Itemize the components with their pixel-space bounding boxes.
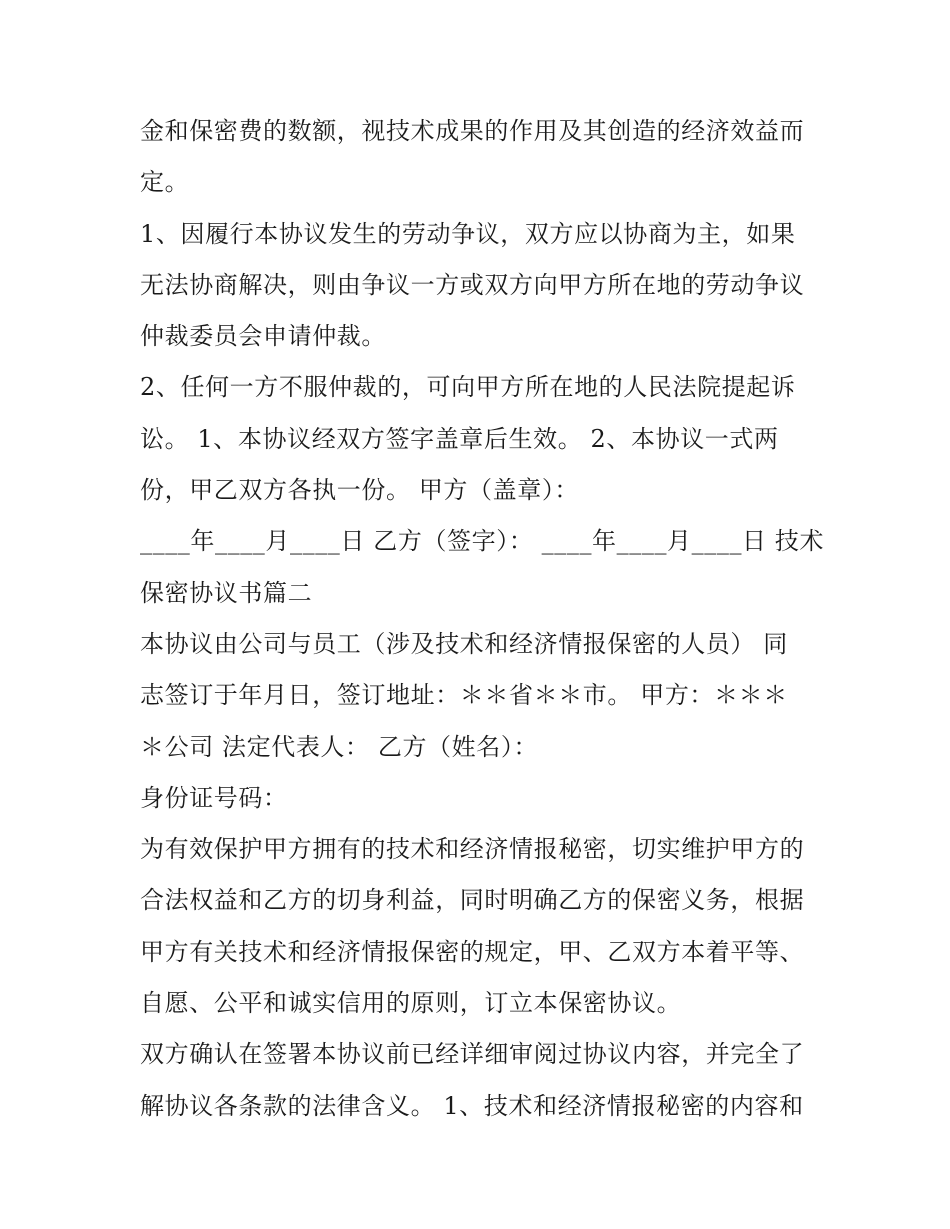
text-line: 身份证号码： (140, 783, 288, 812)
text-line: 本协议由公司与员工（涉及技术和经济情报保密的人员） 同 (140, 629, 788, 658)
text-line: 1、因履行本协议发生的劳动争议，双方应以协商为主，如果 (140, 219, 796, 248)
text-line: ____年____月____日 乙方（签字）： ____年____月____日 技术 (140, 527, 825, 556)
text-line: 合法权益和乙方的切身利益，同时明确乙方的保密义务，根据 (140, 886, 805, 915)
text-line: 双方确认在签署本协议前已经详细审阅过协议内容，并完全了 (140, 1040, 805, 1069)
text-line: 无法协商解决，则由争议一方或双方向甲方所在地的劳动争议 (140, 270, 805, 299)
text-line: 自愿、公平和诚实信用的原则，订立本保密协议。 (140, 989, 682, 1018)
text-line: 仲裁委员会申请仲裁。 (140, 322, 386, 351)
text-line: 定。 (140, 168, 190, 197)
text-line: 甲方有关技术和经济情报保密的规定，甲、乙双方本着平等、 (140, 937, 805, 966)
text-line: 为有效保护甲方拥有的技术和经济情报秘密，切实维护甲方的 (140, 835, 805, 864)
document-body (140, 106, 825, 1132)
text-line: 志签订于年月日，签订地址：＊＊省＊＊市。 甲方：＊＊＊ (140, 681, 788, 710)
text-line: 金和保密费的数额，视技术成果的作用及其创造的经济效益而 (140, 117, 805, 145)
section-title: 保密协议书篇二 (140, 578, 313, 607)
text-line: 份，甲乙双方各执一份。 甲方（盖章）： (140, 476, 580, 505)
text-line: 2、任何一方不服仲裁的，可向甲方所在地的人民法院提起诉 (140, 373, 796, 402)
text-line: 讼。 1、本协议经双方签字盖章后生效。 2、本协议一式两 (140, 424, 779, 453)
text-line: ＊公司 法定代表人： 乙方（姓名）： (140, 732, 539, 761)
text-line: 解协议各条款的法律含义。 1、技术和经济情报秘密的内容和 (140, 1091, 804, 1120)
